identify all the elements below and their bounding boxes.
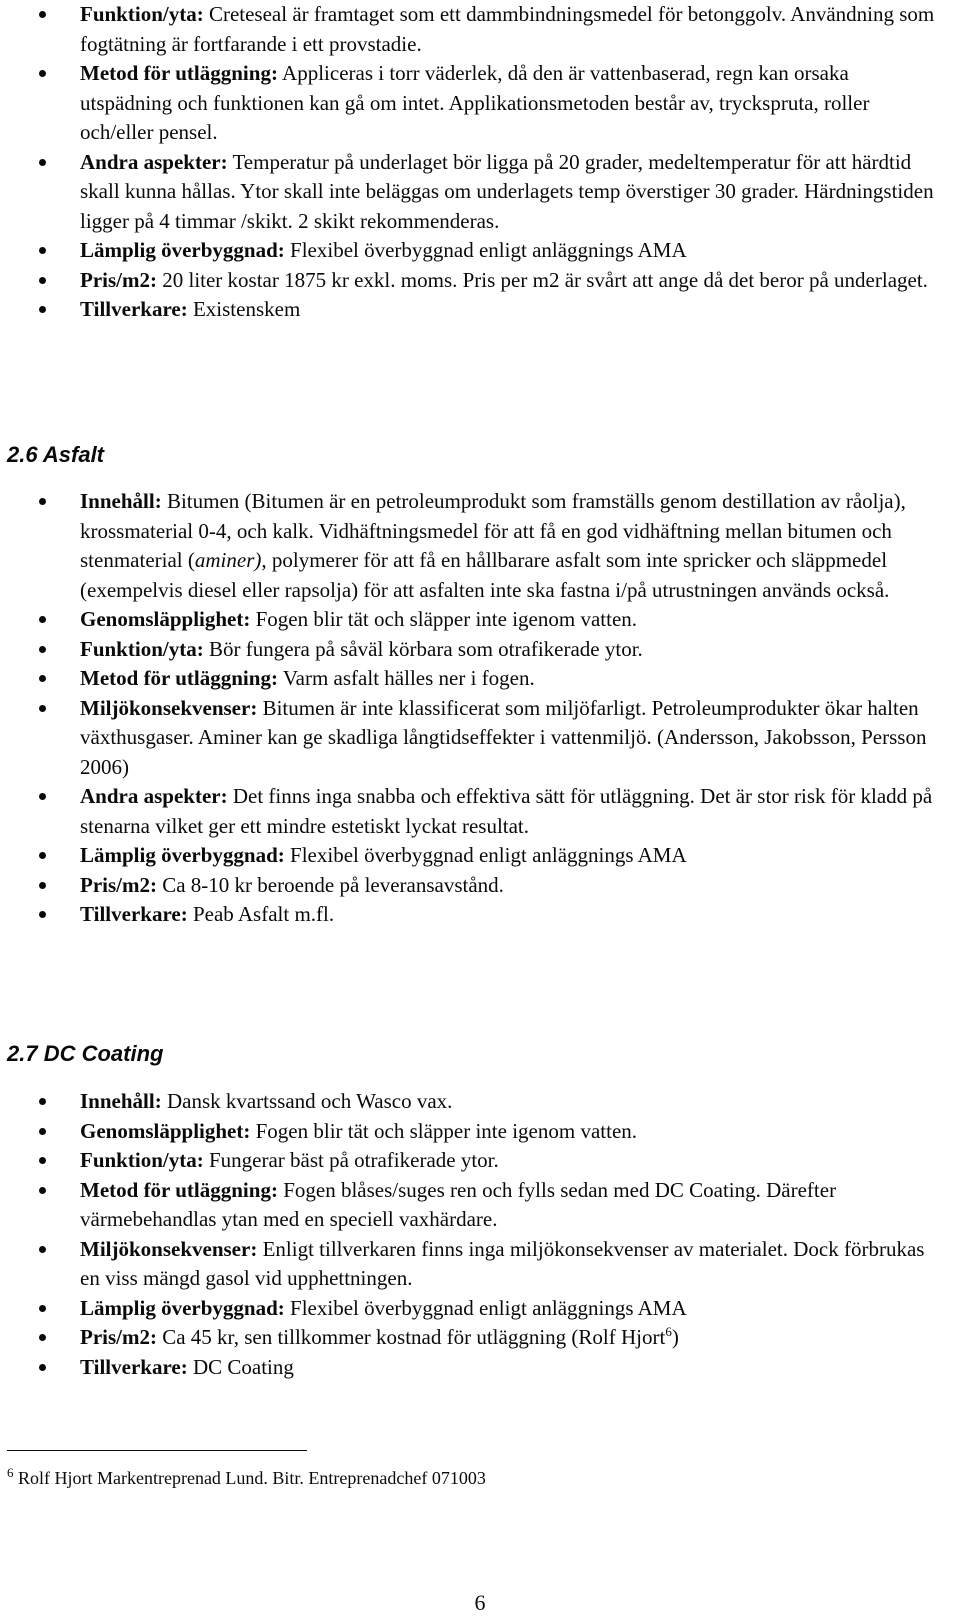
section-heading-asfalt: 2.6 Asfalt	[7, 442, 105, 467]
bullet-icon	[39, 159, 46, 166]
bullet-icon	[39, 277, 46, 284]
item-label: Pris/m2:	[80, 872, 157, 897]
bullet-icon	[39, 498, 46, 505]
list-item	[0, 1235, 960, 1294]
bullet-icon	[39, 1246, 46, 1253]
item-text: Bitumen är inte klassificerat som miljöfarligt. Petroleumprodukter ökar halten växthusgaser. Aminer kan ge skadliga långtidseffekter i vattenmiljö. (Andersson, Jakobsson, Persson 2006)	[80, 695, 927, 779]
item-text: DC Coating	[187, 1354, 294, 1379]
item-label: Lämplig överbyggnad:	[80, 843, 285, 867]
item-label: Pris/m2:	[80, 267, 157, 292]
list-item	[0, 1294, 960, 1324]
item-label: Tillverkare:	[80, 902, 188, 926]
bullet-icon	[39, 1098, 46, 1105]
item-text: Det finns inga snabba och effektiva sätt för utläggning. Det är stor risk för kladd på stenarna vilket ger ett mindre estetiskt lyckat resultat.	[80, 784, 933, 838]
list-item	[0, 295, 960, 325]
list-item	[0, 1087, 960, 1117]
bullet-icon	[39, 11, 46, 18]
item-text: Bitumen (Bitumen är en petroleumprodukt som framställs genom destillation av råolja), krossmaterial 0-4, och kalk. Vidhäftningsmedel för att få en god vidhäftning mellan bitumen och stenmaterial (	[80, 489, 906, 572]
item-label: Miljökonsekvenser:	[80, 695, 258, 720]
item-text-tail: )	[671, 1325, 679, 1349]
item-label: Genomsläpplighet:	[80, 607, 251, 631]
list-item	[0, 605, 960, 635]
item-text: Enligt tillverkaren finns inga miljökonsekvenser av materialet. Dock förbrukas en viss mängd gasol vid upphettningen.	[80, 1236, 925, 1290]
item-label: Andra aspekter:	[80, 149, 228, 174]
list-item	[0, 59, 960, 148]
bullet-icon	[39, 646, 46, 653]
section-heading-dc-coating: 2.7 DC Coating	[7, 1041, 164, 1066]
item-label: Innehåll:	[80, 1089, 162, 1113]
item-text: Peab Asfalt m.fl.	[187, 902, 335, 926]
item-text: Ca 45 kr, sen tillkommer kostnad för utläggning (Rolf Hjort	[156, 1325, 666, 1349]
item-text: Ca 8-10 kr beroende på leveransavstånd.	[156, 872, 504, 897]
item-label: Tillverkare:	[80, 1354, 188, 1379]
item-label: Funktion/yta:	[80, 2, 204, 26]
item-label: Miljökonsekvenser:	[80, 1236, 258, 1261]
bullet-icon	[39, 1305, 46, 1312]
footnote-reference: 6	[665, 1324, 672, 1339]
list-item	[0, 694, 960, 783]
item-text: Fogen blir tät och släpper inte igenom vatten.	[250, 607, 638, 631]
list-item	[0, 487, 960, 605]
item-text: Fogen blir tät och släpper inte igenom vatten.	[250, 1118, 638, 1143]
bullet-icon	[39, 705, 46, 712]
item-text: Fungerar bäst på otrafikerade ytor.	[203, 1148, 499, 1172]
item-text: Creteseal är framtaget som ett dammbindningsmedel för betonggolv. Användning som fogtätning är fortfarande i ett provstadie.	[80, 2, 935, 56]
item-text: Appliceras i torr väderlek, då den är vattenbaserad, regn kan orsaka utspädning och funktionen kan gå om intet. Applikationsmetoden består av, tryckspruta, roller och/eller pensel.	[80, 61, 870, 144]
list-item	[0, 0, 960, 59]
item-label: Funktion/yta:	[80, 1148, 204, 1172]
item-label: Pris/m2:	[80, 1325, 157, 1349]
bullet-icon	[39, 793, 46, 800]
bullet-icon	[39, 882, 46, 889]
asfalt-properties-list	[0, 487, 960, 930]
list-item	[0, 635, 960, 665]
item-label: Metod för utläggning:	[80, 1177, 278, 1202]
list-item	[0, 1117, 960, 1147]
bullet-icon	[39, 1364, 46, 1371]
footnote-separator	[7, 1450, 307, 1451]
list-item	[0, 1176, 960, 1235]
footnote-text: Rolf Hjort Markentreprenad Lund. Bitr. Entreprenadchef 071003	[13, 1468, 486, 1488]
creteseal-properties-list	[0, 0, 960, 325]
list-item	[0, 1323, 960, 1353]
list-item	[0, 266, 960, 296]
item-text: Flexibel överbyggnad enligt anläggnings AMA	[284, 238, 687, 262]
item-label: Tillverkare:	[80, 297, 188, 321]
bullet-icon	[39, 1187, 46, 1194]
footnote-marker: 6	[7, 1465, 14, 1480]
item-emphasis: aminer)	[194, 548, 262, 572]
list-item	[0, 148, 960, 237]
list-item	[0, 782, 960, 841]
bullet-icon	[39, 616, 46, 623]
item-label: Andra aspekter:	[80, 784, 228, 808]
item-text: Fogen blåses/suges ren och fylls sedan med DC Coating. Därefter värmebehandlas ytan med en speciell vaxhärdare.	[80, 1177, 837, 1231]
bullet-icon	[39, 1128, 46, 1135]
bullet-icon	[39, 70, 46, 77]
item-label: Lämplig överbyggnad:	[80, 1295, 285, 1320]
item-label: Metod för utläggning:	[80, 61, 278, 85]
list-item	[0, 900, 960, 930]
bullet-icon	[39, 1157, 46, 1164]
bullet-icon	[39, 247, 46, 254]
list-item	[0, 236, 960, 266]
bullet-icon	[39, 675, 46, 682]
list-item	[0, 1146, 960, 1176]
item-text: Flexibel överbyggnad enligt anläggnings AMA	[284, 1295, 687, 1320]
item-text: 20 liter kostar 1875 kr exkl. moms. Pris per m2 är svårt att ange då det beror på underlaget.	[156, 267, 928, 292]
item-text: Dansk kvartssand och Wasco vax.	[161, 1089, 453, 1113]
footnote	[7, 1466, 486, 1490]
item-label: Lämplig överbyggnad:	[80, 238, 285, 262]
item-label: Genomsläpplighet:	[80, 1118, 251, 1143]
item-text: Flexibel överbyggnad enligt anläggnings AMA	[284, 843, 687, 867]
list-item	[0, 664, 960, 694]
item-text: Varm asfalt hälles ner i fogen.	[277, 666, 535, 690]
dc-coating-properties-list	[0, 1087, 960, 1382]
list-item	[0, 841, 960, 871]
item-text: Existenskem	[187, 297, 301, 321]
bullet-icon	[39, 306, 46, 313]
bullet-icon	[39, 1334, 46, 1341]
item-text: Bör fungera på såväl körbara som otrafikerade ytor.	[203, 636, 643, 661]
bullet-icon	[39, 852, 46, 859]
bullet-icon	[39, 911, 46, 918]
item-text: Temperatur på underlaget bör ligga på 20 grader, medeltemperatur för att härdtid skall kunna hållas. Ytor skall inte beläggas om underlagets temp överstiger 30 grader. Härdningstiden ligger på 4 timmar /skikt. 2 skikt rekommenderas.	[80, 149, 934, 233]
item-label: Metod för utläggning:	[80, 666, 278, 690]
item-label: Innehåll:	[80, 489, 162, 513]
list-item	[0, 871, 960, 901]
list-item	[0, 1353, 960, 1383]
item-label: Funktion/yta:	[80, 636, 204, 661]
page-number: 6	[474, 1590, 486, 1615]
item-text-tail: , polymerer för att få en hållbarare asfalt som inte spricker och släppmedel (exempelvis diesel eller rapsolja) för att asfalten inte ska fastna i/på utrustningen används också.	[80, 548, 890, 602]
